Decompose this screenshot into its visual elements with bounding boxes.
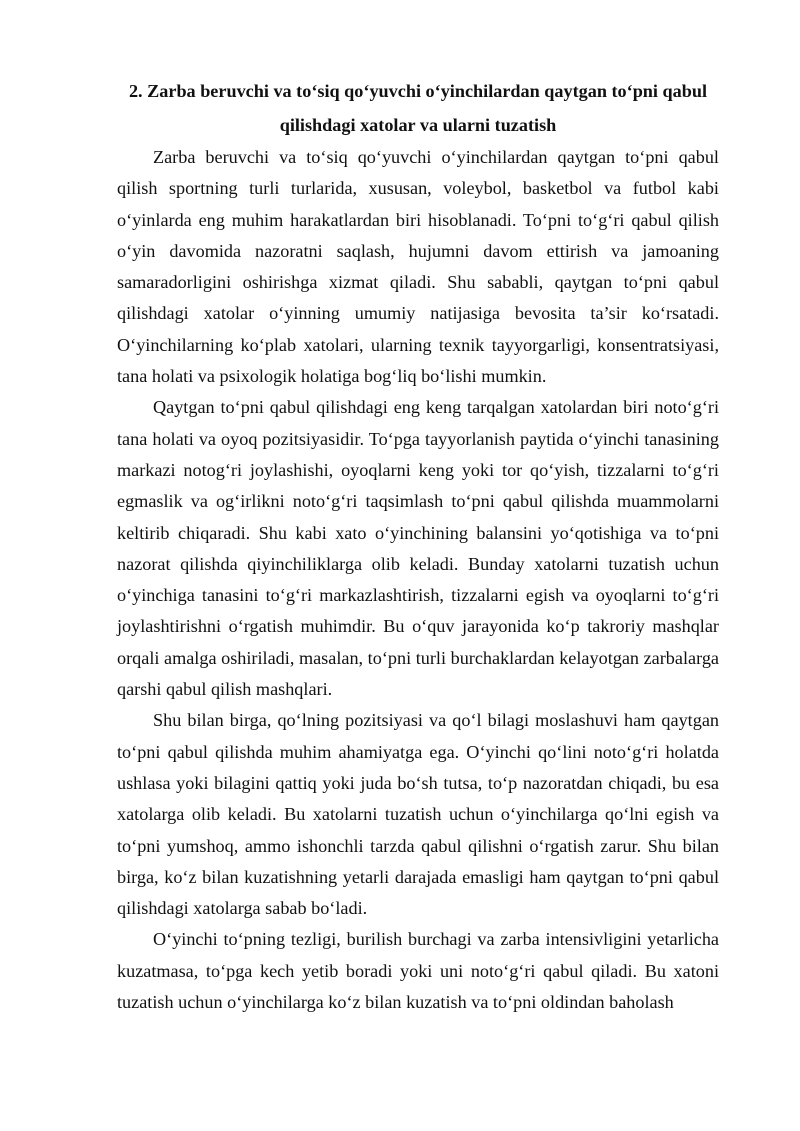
paragraph-1: Zarba beruvchi va to‘siq qo‘yuvchi o‘yinchilardan qaytgan to‘pni qabul qilish sportning turli turlarida, xususan, voleybol, basketbol va futbol kabi o‘yinlarda eng muhim harakatlardan biri hisoblanadi. To‘pni to‘g‘ri qabul qilish o‘yin davomida nazoratni saqlash, hujumni davom ettirish va jamoaning samaradorligini oshirishga xizmat qiladi. Shu sababli, qaytgan to‘pni qabul qilishdagi xatolar o‘yinning umumiy natijasiga bevosita ta’sir ko‘rsatadi. O‘yinchilarning ko‘plab xatolari, ularning texnik tayyorgarligi, konsentratsiyasi, tana holati va psixologik holatiga bog‘liq bo‘lishi mumkin. xyxy=(117,147,719,387)
paragraph-4: O‘yinchi to‘pning tezligi, burilish burchagi va zarba intensivligini yetarlicha kuzatmasa, to‘pga kech yetib boradi yoki uni noto‘g‘ri qabul qiladi. Bu xatoni tuzatish uchun o‘yinchilarga ko‘z bilan kuzatish va to‘pni oldindan baholash xyxy=(117,929,719,1013)
heading-line-2: qilishdagi xatolar va ularni tuzatish xyxy=(279,115,557,135)
paragraph-3: Shu bilan birga, qo‘lning pozitsiyasi va qo‘l bilagi moslashuvi ham qaytgan to‘pni qabul qilishda muhim ahamiyatga ega. O‘yinchi qo‘lini noto‘g‘ri holatda ushlasa yoki bilagini qattiq yoki juda bo‘sh tutsa, to‘p nazoratdan chiqadi, bu esa xatolarga olib keladi. Bu xatolarni tuzatish uchun o‘yinchilarga qo‘lni egish va to‘pni yumshoq, ammo ishonchli tarzda qabul qilishni o‘rgatish zarur. Shu bilan birga, ko‘z bilan kuzatishning yetarli darajada emasligi ham qaytgan to‘pni qabul qilishdagi xatolarga sabab bo‘ladi. xyxy=(117,710,719,919)
heading-line-1: 2. Zarba beruvchi va to‘siq qo‘yuvchi o‘yinchilardan qaytgan to‘pni qabul xyxy=(128,81,708,101)
paragraph-2: Qaytgan to‘pni qabul qilishdagi eng keng tarqalgan xatolardan biri noto‘g‘ri tana holati va oyoq pozitsiyasidir. To‘pga tayyorlanish paytida o‘yinchi tanasining markazi notog‘ri joylashishi, oyoqlarni keng yoki tor qo‘yish, tizzalarni to‘g‘ri egmaslik va og‘irlikni noto‘g‘ri taqsimlash to‘pni qabul qilishda muammolarni keltirib chiqaradi. Shu kabi xato o‘yinchining balansini yo‘qotishiga va to‘pni nazorat qilishda qiyinchiliklarga olib keladi. Bunday xatolarni tuzatish uchun o‘yinchiga tanasini to‘g‘ri markazlashtirish, tizzalarni egish va oyoqlarni to‘g‘ri joylashtirishni o‘rgatish muhimdir. Bu o‘quv jarayonida ko‘p takroriy mashqlar orqali amalga oshiriladi, masalan, to‘pni turli burchaklardan kelayotgan zarbalarga qarshi qabul qilish mashqlari. xyxy=(117,397,719,700)
section-heading xyxy=(117,74,719,142)
